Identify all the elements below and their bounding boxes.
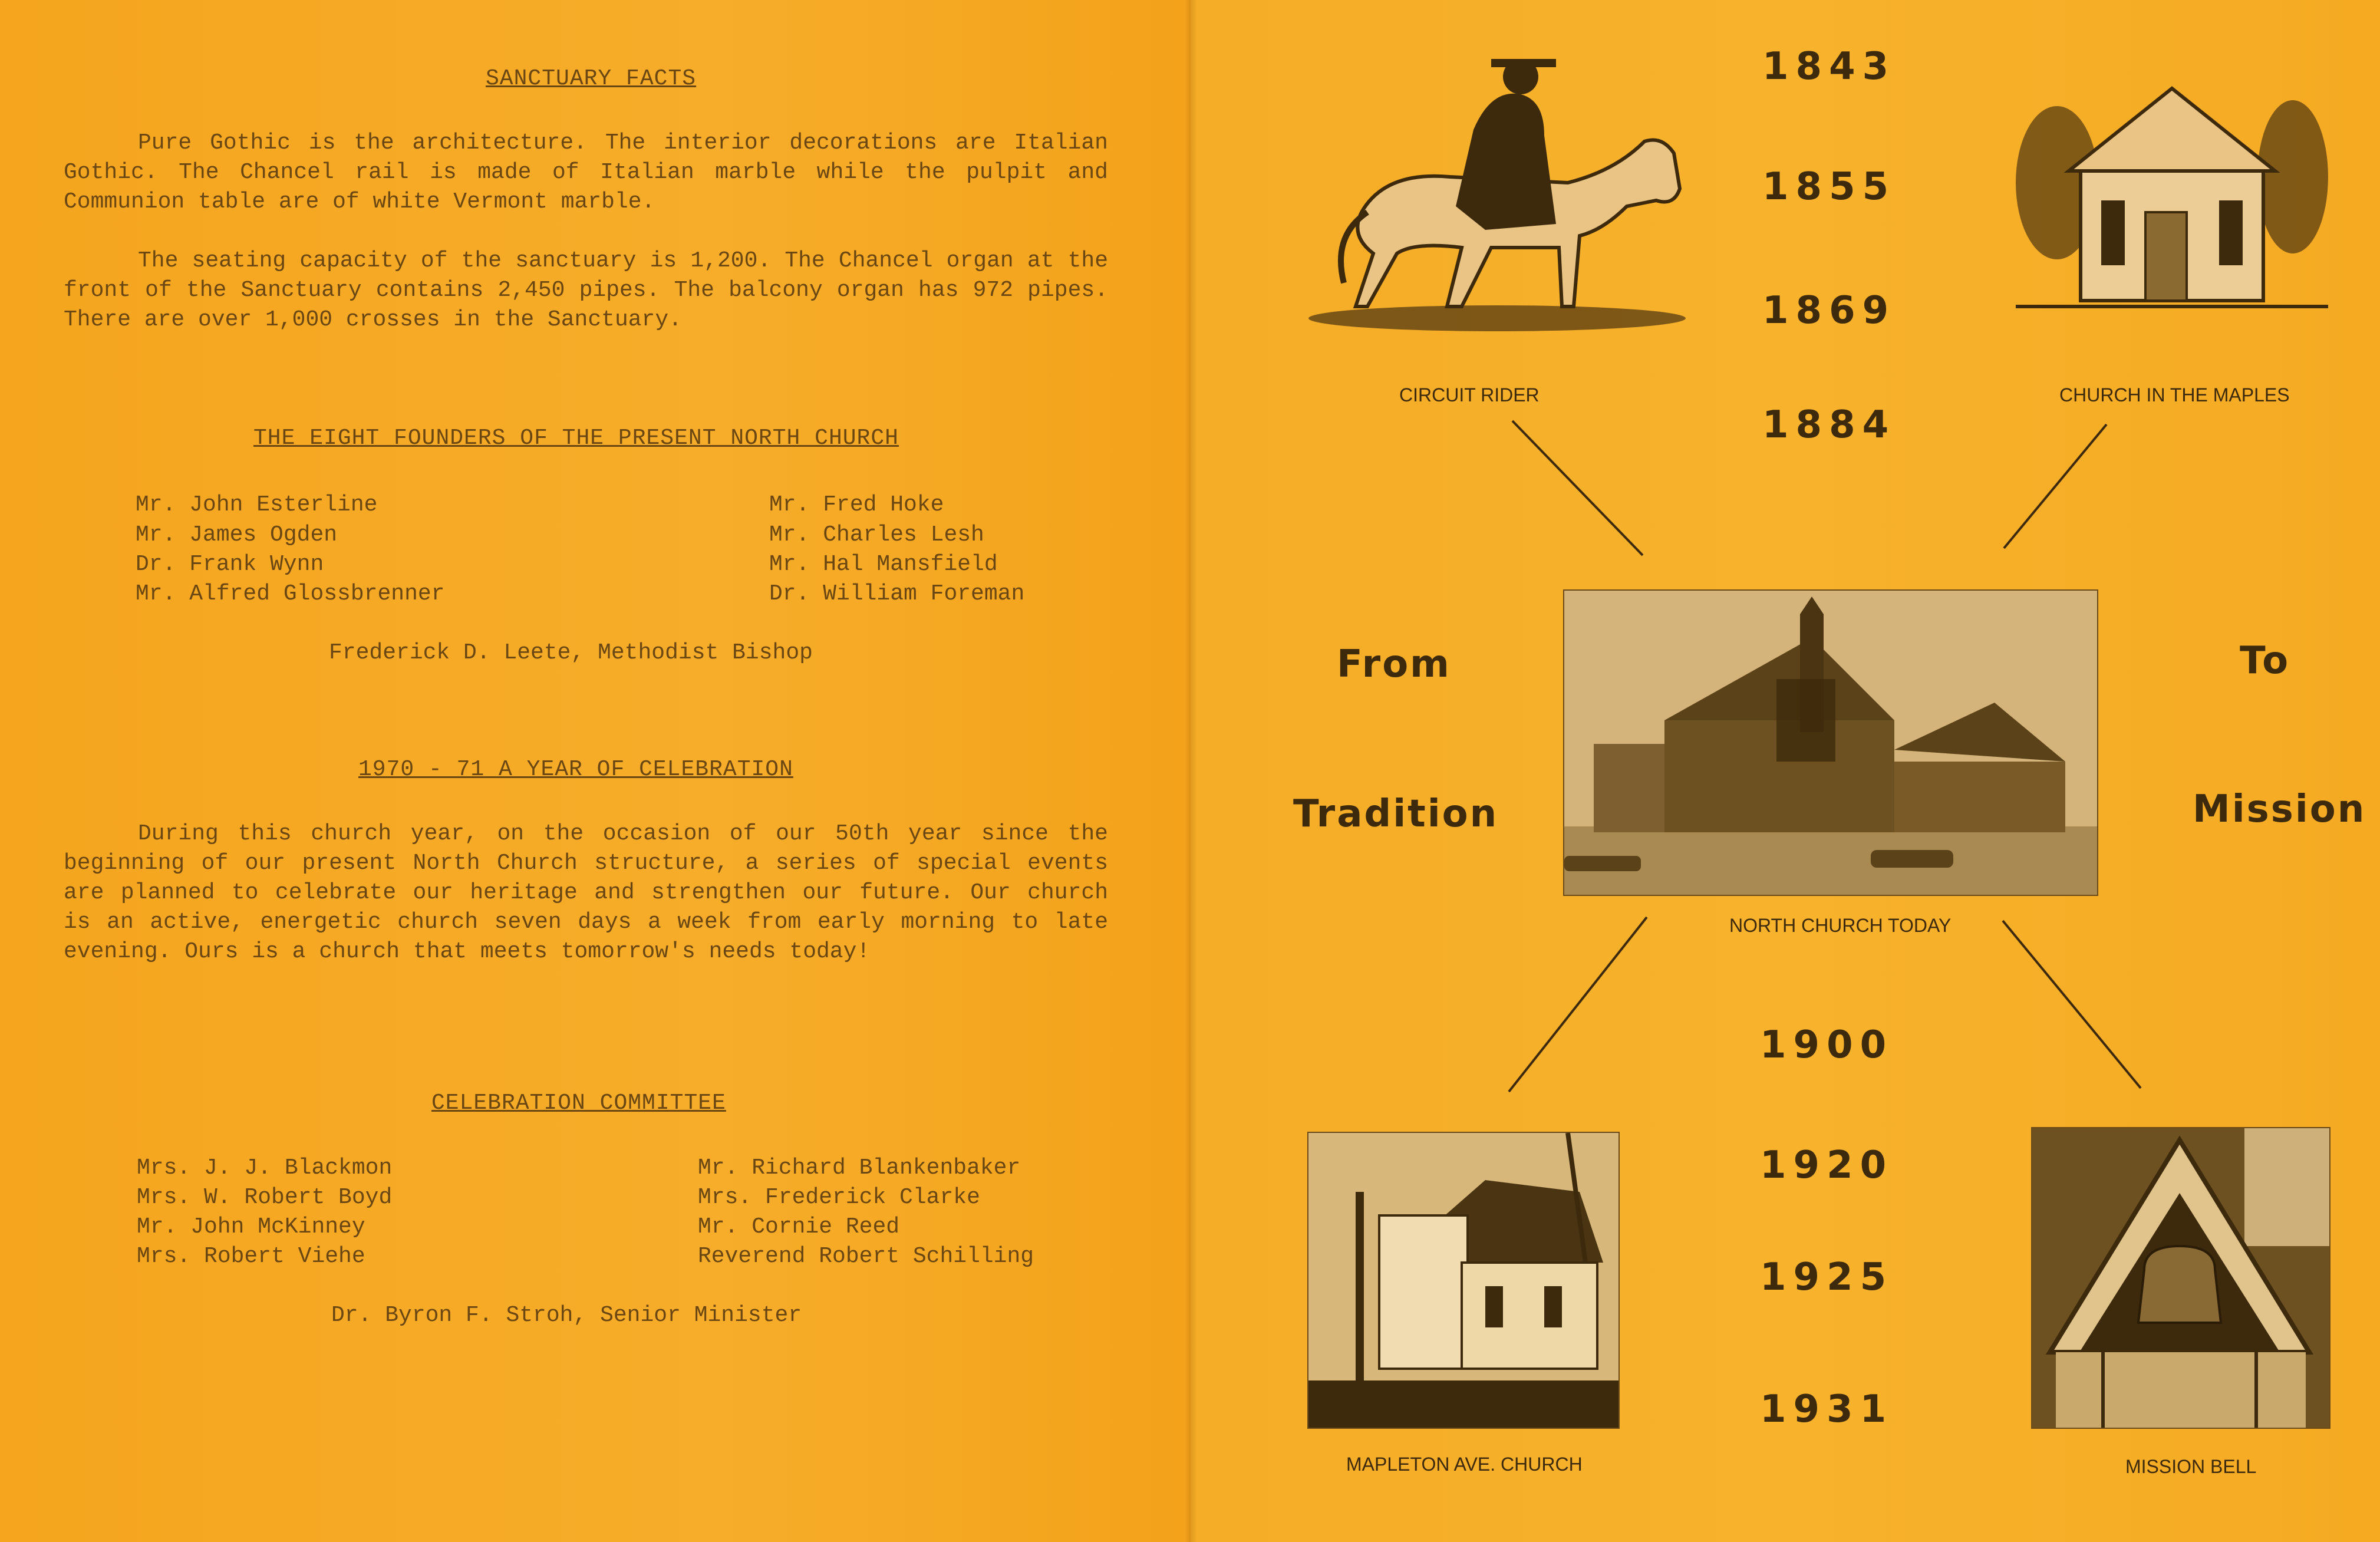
founders-heading: THE EIGHT FOUNDERS OF THE PRESENT NORTH CHURCH [253,426,899,451]
committee-heading: CELEBRATION COMMITTEE [431,1090,726,1116]
year-label: 1920 [1760,1144,1894,1187]
founder-name: Mr. John Esterline [136,492,378,518]
founder-name: Mr. Alfred Glossbrenner [136,581,445,607]
sanctuary-facts-heading: SANCTUARY FACTS [486,66,697,91]
caption-mission-bell: MISSION BELL [2125,1456,2257,1477]
church-in-the-maples-illustration [2016,65,2328,324]
celebration-heading: 1970 - 71 A YEAR OF CELEBRATION [358,757,793,782]
year-label: 1900 [1760,1023,1894,1067]
mapleton-ave-church-photo [1307,1132,1620,1429]
mission-bell-photo [2031,1127,2330,1429]
motto-mission: Mission [2193,788,2366,831]
committee-member: Mrs. Robert Viehe [137,1244,365,1269]
founder-name: Dr. Frank Wynn [136,552,324,577]
committee-member: Mrs. W. Robert Boyd [137,1185,393,1210]
caption-mapleton-ave-church: MAPLETON AVE. CHURCH [1346,1454,1583,1475]
motto-tradition: Tradition [1293,792,1499,836]
sanctuary-facts-paragraph-2: The seating capacity of the sanctuary is 1,200. The Chancel organ at the front of the Sanctuary contains 2,450 pipes. The balcony organ has 972 pipes. There are over 1,000 crosses in the Sanctuary. [64,248,1108,332]
celebration-paragraph: During this church year, on the occasion of our 50th year since the beginning of our present North Church structure, a series of special events are planned to celebrate our heritage and strengthen our future. Our church is an active, energetic church seven days a week from early morning to late evening. Ours is a church that meets tomorrow's needs today! [64,821,1108,964]
caption-circuit-rider: CIRCUIT RIDER [1399,384,1540,406]
committee-member: Mr. John McKinney [137,1214,365,1240]
circuit-rider-illustration [1297,35,1697,342]
motto-to: To [2240,639,2290,683]
founder-name: Mr. Charles Lesh [769,522,984,548]
motto-from: From [1337,642,1451,686]
year-label: 1855 [1762,165,1896,209]
founder-name: Dr. William Foreman [769,581,1025,607]
north-church-today-photo [1563,589,2098,896]
founder-name: Mr. James Ogden [136,522,338,548]
committee-member: Mrs. J. J. Blackmon [137,1155,393,1181]
year-label: 1869 [1762,289,1896,332]
senior-minister-line: Dr. Byron F. Stroh, Senior Minister [331,1303,802,1328]
committee-member: Mrs. Frederick Clarke [698,1185,980,1210]
committee-member: Reverend Robert Schilling [698,1244,1034,1269]
year-label: 1884 [1762,403,1896,447]
sanctuary-facts-paragraph-1: Pure Gothic is the architecture. The interior decorations are Italian Gothic. The Chancel rail is made of Italian marble while the pulpit and Communion table are of white Vermont marble. [64,130,1108,215]
caption-church-in-the-maples: CHURCH IN THE MAPLES [2059,384,2290,406]
caption-north-church-today: NORTH CHURCH TODAY [1729,915,1952,936]
founder-name: Mr. Fred Hoke [769,492,944,518]
bishop-line: Frederick D. Leete, Methodist Bishop [329,640,813,665]
year-label: 1925 [1760,1256,1894,1299]
year-label: 1931 [1760,1388,1894,1431]
committee-member: Mr. Richard Blankenbaker [698,1155,1021,1181]
committee-member: Mr. Cornie Reed [698,1214,900,1240]
year-label: 1843 [1762,45,1896,88]
founder-name: Mr. Hal Mansfield [769,552,998,577]
